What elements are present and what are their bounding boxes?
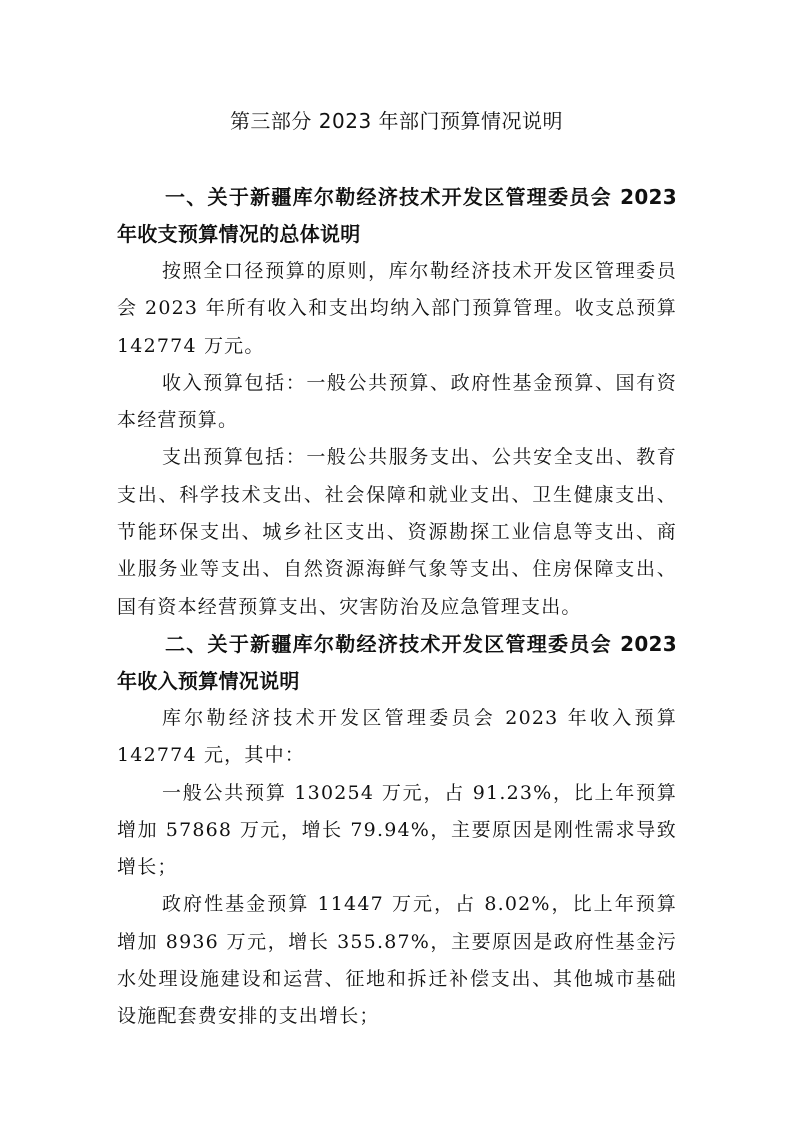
document-body bbox=[117, 179, 677, 1036]
page-title: 第三部分 2023 年部门预算情况说明 bbox=[229, 109, 564, 133]
section-heading-1: 一、关于新疆库尔勒经济技术开发区管理委员会 2023 年收支预算情况的总体说明 bbox=[117, 185, 677, 246]
paragraph-income-types: 收入预算包括：一般公共预算、政府性基金预算、国有资本经营预算。 bbox=[117, 371, 677, 432]
paragraph-income-total: 库尔勒经济技术开发区管理委员会 2023 年收入预算 142774 元，其中： bbox=[117, 706, 677, 767]
section-heading-2: 二、关于新疆库尔勒经济技术开发区管理委员会 2023 年收入预算情况说明 bbox=[117, 631, 677, 693]
paragraph-scope: 按照全口径预算的原则，库尔勒经济技术开发区管理委员会 2023 年所有收入和支出均纳入部门预算管理。收支总预算 142774 万元。 bbox=[117, 260, 677, 357]
paragraph-general-budget: 一般公共预算 130254 万元，占 91.23%，比上年预算增加 57868 万元，增长 79.94%，主要原因是刚性需求导致增长； bbox=[117, 781, 677, 879]
paragraph-fund-budget: 政府性基金预算 11447 万元，占 8.02%，比上年预算增加 8936 万元，增长 355.87%，主要原因是政府性基金污水处理设施建设和运营、征地和拆迁补偿支出、其他城市基础设施配套费安排的支出增长； bbox=[117, 893, 677, 1028]
paragraph-expenditure-types: 支出预算包括：一般公共服务支出、公共安全支出、教育支出、科学技术支出、社会保障和就业支出、卫生健康支出、节能环保支出、城乡社区支出、资源勘探工业信息等支出、商业服务业等支出、自然资源海鲜气象等支出、住房保障支出、国有资本经营预算支出、灾害防治及应急管理支出。 bbox=[117, 446, 677, 618]
